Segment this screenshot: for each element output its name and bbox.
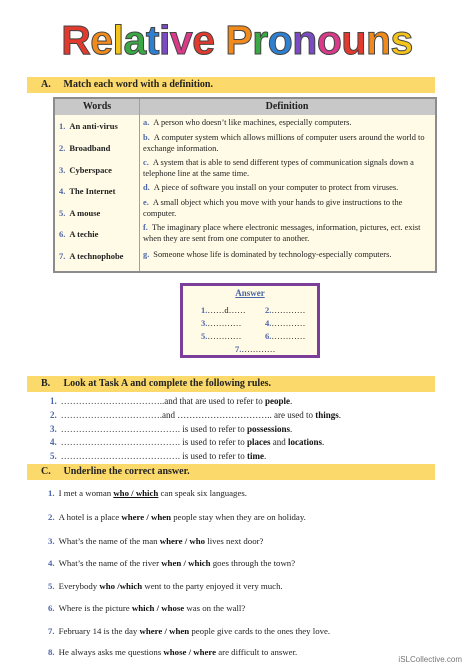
definition-item: d. A piece of software you install on your computer to protect from viruses. bbox=[143, 183, 399, 192]
word-item: 7. A technophobe bbox=[59, 251, 124, 261]
definition-item: a. A person who doesn’t like machines, especially computers. bbox=[143, 118, 352, 127]
word-item: 2. Broadband bbox=[59, 143, 111, 153]
word-item: 3. Cyberspace bbox=[59, 165, 112, 175]
section-a-heading: Match each word with a definition. bbox=[63, 79, 213, 90]
words-column-header: Words bbox=[82, 101, 112, 112]
rule-line: 5. …………………………………. is used to refer to time. bbox=[50, 451, 267, 461]
title-letter: u bbox=[341, 17, 366, 63]
title-letter: e bbox=[192, 17, 215, 63]
title-letter: o bbox=[267, 17, 293, 63]
title-letter: R bbox=[61, 17, 91, 63]
word-item: 5. A mouse bbox=[59, 208, 101, 218]
exercise-item: 3. What’s the name of the man where / who lives next door? bbox=[48, 536, 264, 546]
word-item: 6. A techie bbox=[59, 229, 99, 239]
page-title bbox=[0, 14, 474, 66]
answer-choice[interactable]: where / who bbox=[159, 536, 206, 546]
answer-slot[interactable]: 4.………… bbox=[265, 318, 306, 328]
answer-choice[interactable]: who /which bbox=[99, 581, 143, 591]
exercise-item: 8. He always asks me questions whose / where are difficult to answer. bbox=[48, 647, 298, 657]
answer-slot[interactable]: 3.………… bbox=[201, 318, 242, 328]
section-a-header bbox=[27, 77, 435, 93]
section-b-heading: Look at Task A and complete the following rules. bbox=[63, 378, 272, 389]
title-letter: i bbox=[158, 17, 170, 63]
answer-choice[interactable]: who / which bbox=[113, 488, 159, 498]
word-item: 1. An anti-virus bbox=[59, 121, 118, 131]
rule-line: 3. …………………………………. is used to refer to possessions. bbox=[50, 424, 293, 434]
answer-choice[interactable]: whose / where bbox=[163, 647, 217, 657]
site-watermark: iSLCollective.com bbox=[398, 655, 462, 664]
exercise-item: 1. I met a woman who / which can speak six languages. bbox=[48, 488, 247, 498]
word-item: 4. The Internet bbox=[59, 186, 116, 196]
table-header bbox=[55, 99, 435, 115]
title-letter: r bbox=[252, 17, 268, 63]
answer-choice[interactable]: where / when bbox=[121, 512, 172, 522]
matching-table bbox=[53, 97, 437, 273]
rule-line: 4. …………………………………. is used to refer to places and locations. bbox=[50, 437, 325, 447]
definition-column-header: Definition bbox=[265, 101, 309, 112]
exercise-item: 2. A hotel is a place where / when people stay when they are on holiday. bbox=[48, 512, 306, 522]
answer-choice[interactable]: when / which bbox=[161, 558, 211, 568]
title-letter: n bbox=[292, 17, 317, 63]
definition-item: c. A system that is able to send different types of communication signals down a telephone line at the same time. bbox=[143, 158, 414, 178]
rule-line: 1. ……………………………..and that are used to refer to people. bbox=[50, 396, 293, 406]
answer-box bbox=[180, 283, 320, 358]
definition-item: g. Someone whose life is dominated by technology-especially computers. bbox=[143, 250, 392, 259]
title-letter: n bbox=[365, 17, 391, 63]
title-letter: l bbox=[112, 17, 124, 63]
answer-title: Answer bbox=[235, 288, 265, 298]
column-divider bbox=[139, 99, 140, 271]
section-b-header bbox=[27, 376, 435, 392]
title-letter: P bbox=[225, 17, 253, 63]
title-letter: s bbox=[390, 17, 413, 63]
section-c-number: C. bbox=[41, 466, 51, 477]
title-letter: v bbox=[169, 17, 193, 63]
answer-slot[interactable]: 7.………… bbox=[235, 344, 276, 354]
title-letter: e bbox=[90, 17, 113, 63]
title-letter: o bbox=[316, 17, 342, 63]
exercise-item: 7. February 14 is the day where / when people give cards to the ones they love. bbox=[48, 626, 331, 636]
definition-item: f. The imaginary place where electronic messages, information, pictures, ect. exist when they are sent from one computer to another. bbox=[143, 223, 421, 243]
exercise-item: 5. Everybody who /which went to the party enjoyed it very much. bbox=[48, 581, 283, 591]
exercise-item: 6. Where is the picture which / whose was on the wall? bbox=[48, 603, 246, 613]
answer-slot[interactable]: 5.………… bbox=[201, 331, 242, 341]
answer-slot[interactable]: 2.………… bbox=[265, 305, 306, 315]
section-c-header bbox=[27, 464, 435, 480]
title-letter bbox=[215, 17, 226, 63]
section-b-number: B. bbox=[41, 378, 51, 389]
exercise-item: 4. What’s the name of the river when / which goes through the town? bbox=[48, 558, 296, 568]
section-c-heading: Underline the correct answer. bbox=[63, 466, 190, 477]
answer-slot[interactable]: 6.………… bbox=[265, 331, 306, 341]
definition-item: b. A computer system which allows millions of computer users around the world to exchange information. bbox=[143, 133, 425, 153]
title-letter: a bbox=[123, 17, 146, 63]
rule-line: 2. …………………………….and ………………………….. are used to things. bbox=[50, 410, 341, 420]
answer-choice[interactable]: where / when bbox=[139, 626, 190, 636]
answer-choice[interactable]: which / whose bbox=[131, 603, 185, 613]
section-a-number: A. bbox=[41, 79, 51, 90]
answer-slot[interactable]: 1.……d…… bbox=[201, 305, 246, 315]
title-letter: t bbox=[145, 17, 159, 63]
definition-item: e. A small object which you move with your hands to give instructions to the computer. bbox=[143, 198, 403, 218]
